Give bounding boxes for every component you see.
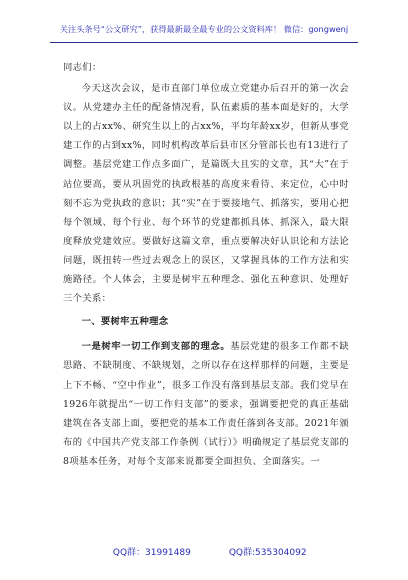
point-one-lead: 一是树牢一切工作到支部的理念。: [81, 341, 231, 353]
page-footer: [0, 535, 408, 568]
paragraph-intro: 今天这次会议，是市直部门单位成立党建办后召开的第一次会议。从党建办主任的配备情况看，队伍素质的基本面是好的，大学以上的占xx%、研究生以上的占xx%，平均年龄xx岁，但新从事党建工作的占到xx%，同时机构改革后县市区分管部长也有13进行了调整。基层党建工作点多面广，是篇既大且实的文章，其“大”在于站位要高，要从巩固党的执政根基的高度来看待、来定位，心中时刻不忘为党执政的意识；其“实”在于要接地气、抓落实，要用心把每个领域、每个行业、每个环节的党建都抓具体、抓深入，最大限度释放党建效应。要做好这篇文章，重点要解决好认识论和方法论问题，既扭转一些过去观念上的误区，又掌握具体的工作方法和实施路径。个人体会，主要是树牢五种理念、强化五种意识、处理好三个关系：: [63, 83, 349, 305]
page-header-banner: [50, 20, 358, 43]
salutation: 同志们：: [63, 62, 102, 73]
header-text: 关注头条号“公文研究”，获得最新最全最专业的公文资料库！ 微信：gongwenj: [59, 24, 349, 34]
footer-qq-group-1: QQ群：31991489: [112, 548, 191, 558]
document-body: [63, 58, 349, 471]
footer-qq-group-2: QQ群:535304092: [228, 548, 307, 558]
paragraph-point-one: [63, 337, 349, 471]
point-one-text: 基层党建的很多工作都不缺思路、不缺制度、不缺规划，之所以存在这样那样的问题，主要是上下不畅、“空中作业”，很多工作没有落到基层支部。我们党早在1926年就提出“一切工作归支部”的要求，强调要把党的真正基础建筑在各支部上面，要把党的基本工作责任落到各支部。2021年颁布的《中国共产党支部工作条例（试行）》明确规定了基层党支部的8项基本任务，对每个支部来说都要全面担负、全面落实。一: [63, 341, 349, 467]
section-heading: 一、要树牢五种理念: [81, 316, 169, 328]
